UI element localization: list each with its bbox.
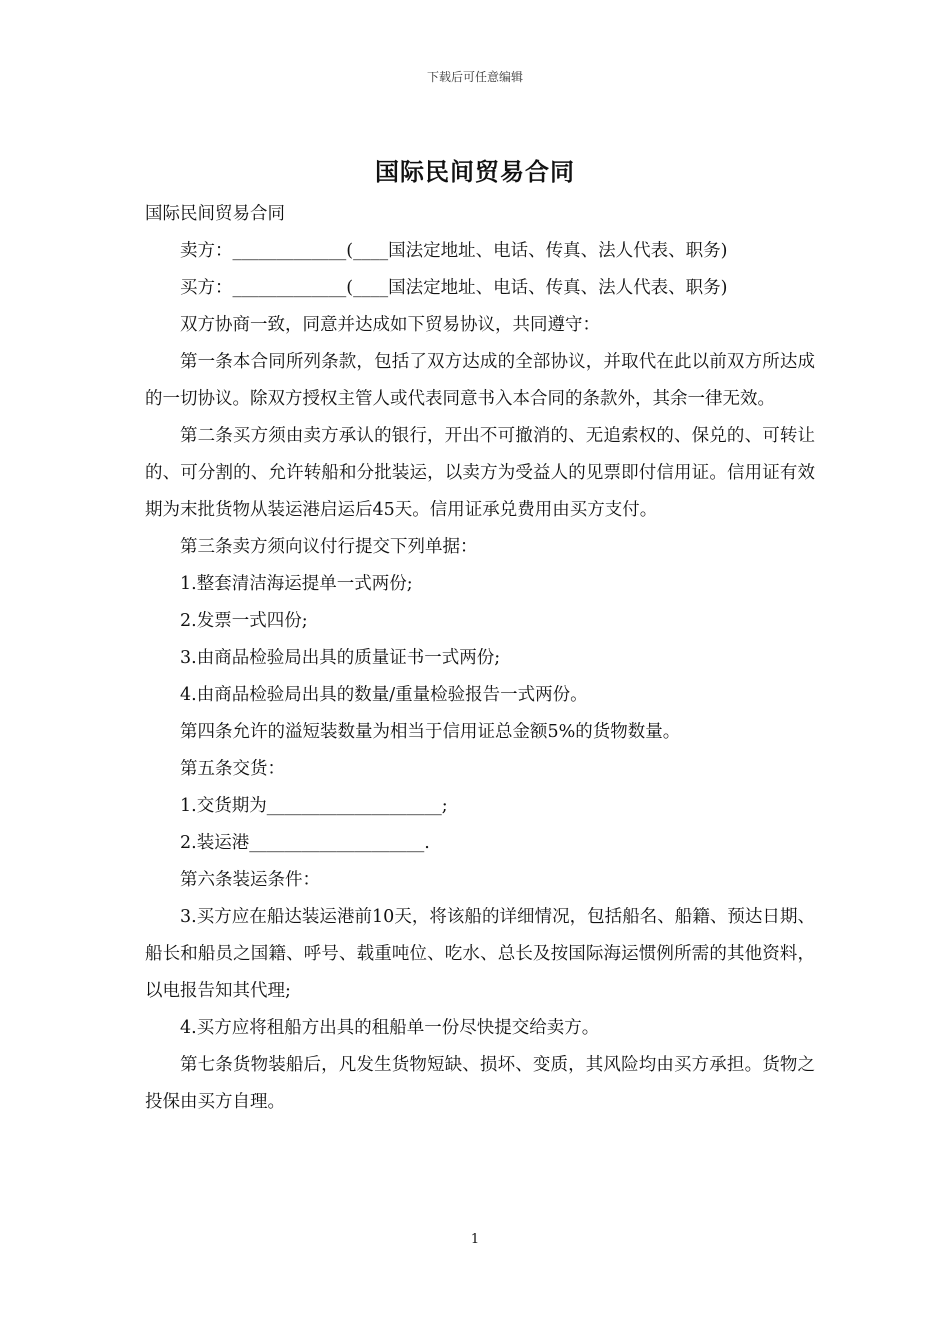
paragraph-article-3-item-2: 2.发票一式四份;	[180, 611, 308, 631]
paragraph-article-7: 第七条货物装船后，凡发生货物短缺、损坏、变质，其风险均由买方承担。货物之投保由买方自理。	[145, 1055, 815, 1112]
document-body	[145, 196, 815, 1121]
paragraph-article-5: 第五条交货：	[180, 759, 285, 779]
paragraph-article-3: 第三条卖方须向议付行提交下列单据：	[180, 537, 478, 557]
paragraph-article-2: 第二条买方须由卖方承认的银行，开出不可撤消的、无追索权的、保兑的、可转让的、可分割的、允许转船和分批装运，以卖方为受益人的见票即付信用证。信用证有效期为末批货物从装运港启运后45天。信用证承兑费用由买方支付。	[145, 426, 815, 520]
paragraph-article-5-item-1: 1.交货期为____________________;	[180, 796, 448, 816]
paragraph-doc-name: 国际民间贸易合同	[145, 204, 285, 224]
paragraph-article-3-item-1: 1.整套清洁海运提单一式两份;	[180, 574, 413, 594]
paragraph-agreement: 双方协商一致，同意并达成如下贸易协议，共同遵守：	[180, 315, 600, 335]
paragraph-article-3-item-3: 3.由商品检验局出具的质量证书一式两份;	[180, 648, 501, 668]
document-title: 国际民间贸易合同	[375, 157, 575, 186]
page-header-note: 下载后可任意编辑	[426, 70, 523, 84]
page-number: 1	[470, 1232, 480, 1247]
paragraph-article-5-item-2: 2.装运港____________________.	[180, 833, 430, 853]
paragraph-article-6-item-3: 3.买方应在船达装运港前10天，将该船的详细情况，包括船名、船籍、预达日期、船长和船员之国籍、呼号、载重吨位、吃水、总长及按国际海运惯例所需的其他资料，以电报告知其代理;	[145, 907, 815, 1001]
paragraph-seller: 卖方：_____________(____国法定地址、电话、传真、法人代表、职务)	[180, 241, 728, 261]
paragraph-article-1: 第一条本合同所列条款，包括了双方达成的全部协议，并取代在此以前双方所达成的一切协议。除双方授权主管人或代表同意书入本合同的条款外，其余一律无效。	[145, 352, 815, 409]
paragraph-article-6-item-4: 4.买方应将租船方出具的租船单一份尽快提交给卖方。	[180, 1018, 600, 1038]
paragraph-article-6: 第六条装运条件：	[180, 870, 320, 890]
paragraph-article-3-item-4: 4.由商品检验局出具的数量/重量检验报告一式两份。	[180, 685, 588, 705]
paragraph-buyer: 买方：_____________(____国法定地址、电话、传真、法人代表、职务)	[180, 278, 728, 298]
paragraph-article-4: 第四条允许的溢短装数量为相当于信用证总金额5%的货物数量。	[180, 722, 681, 742]
